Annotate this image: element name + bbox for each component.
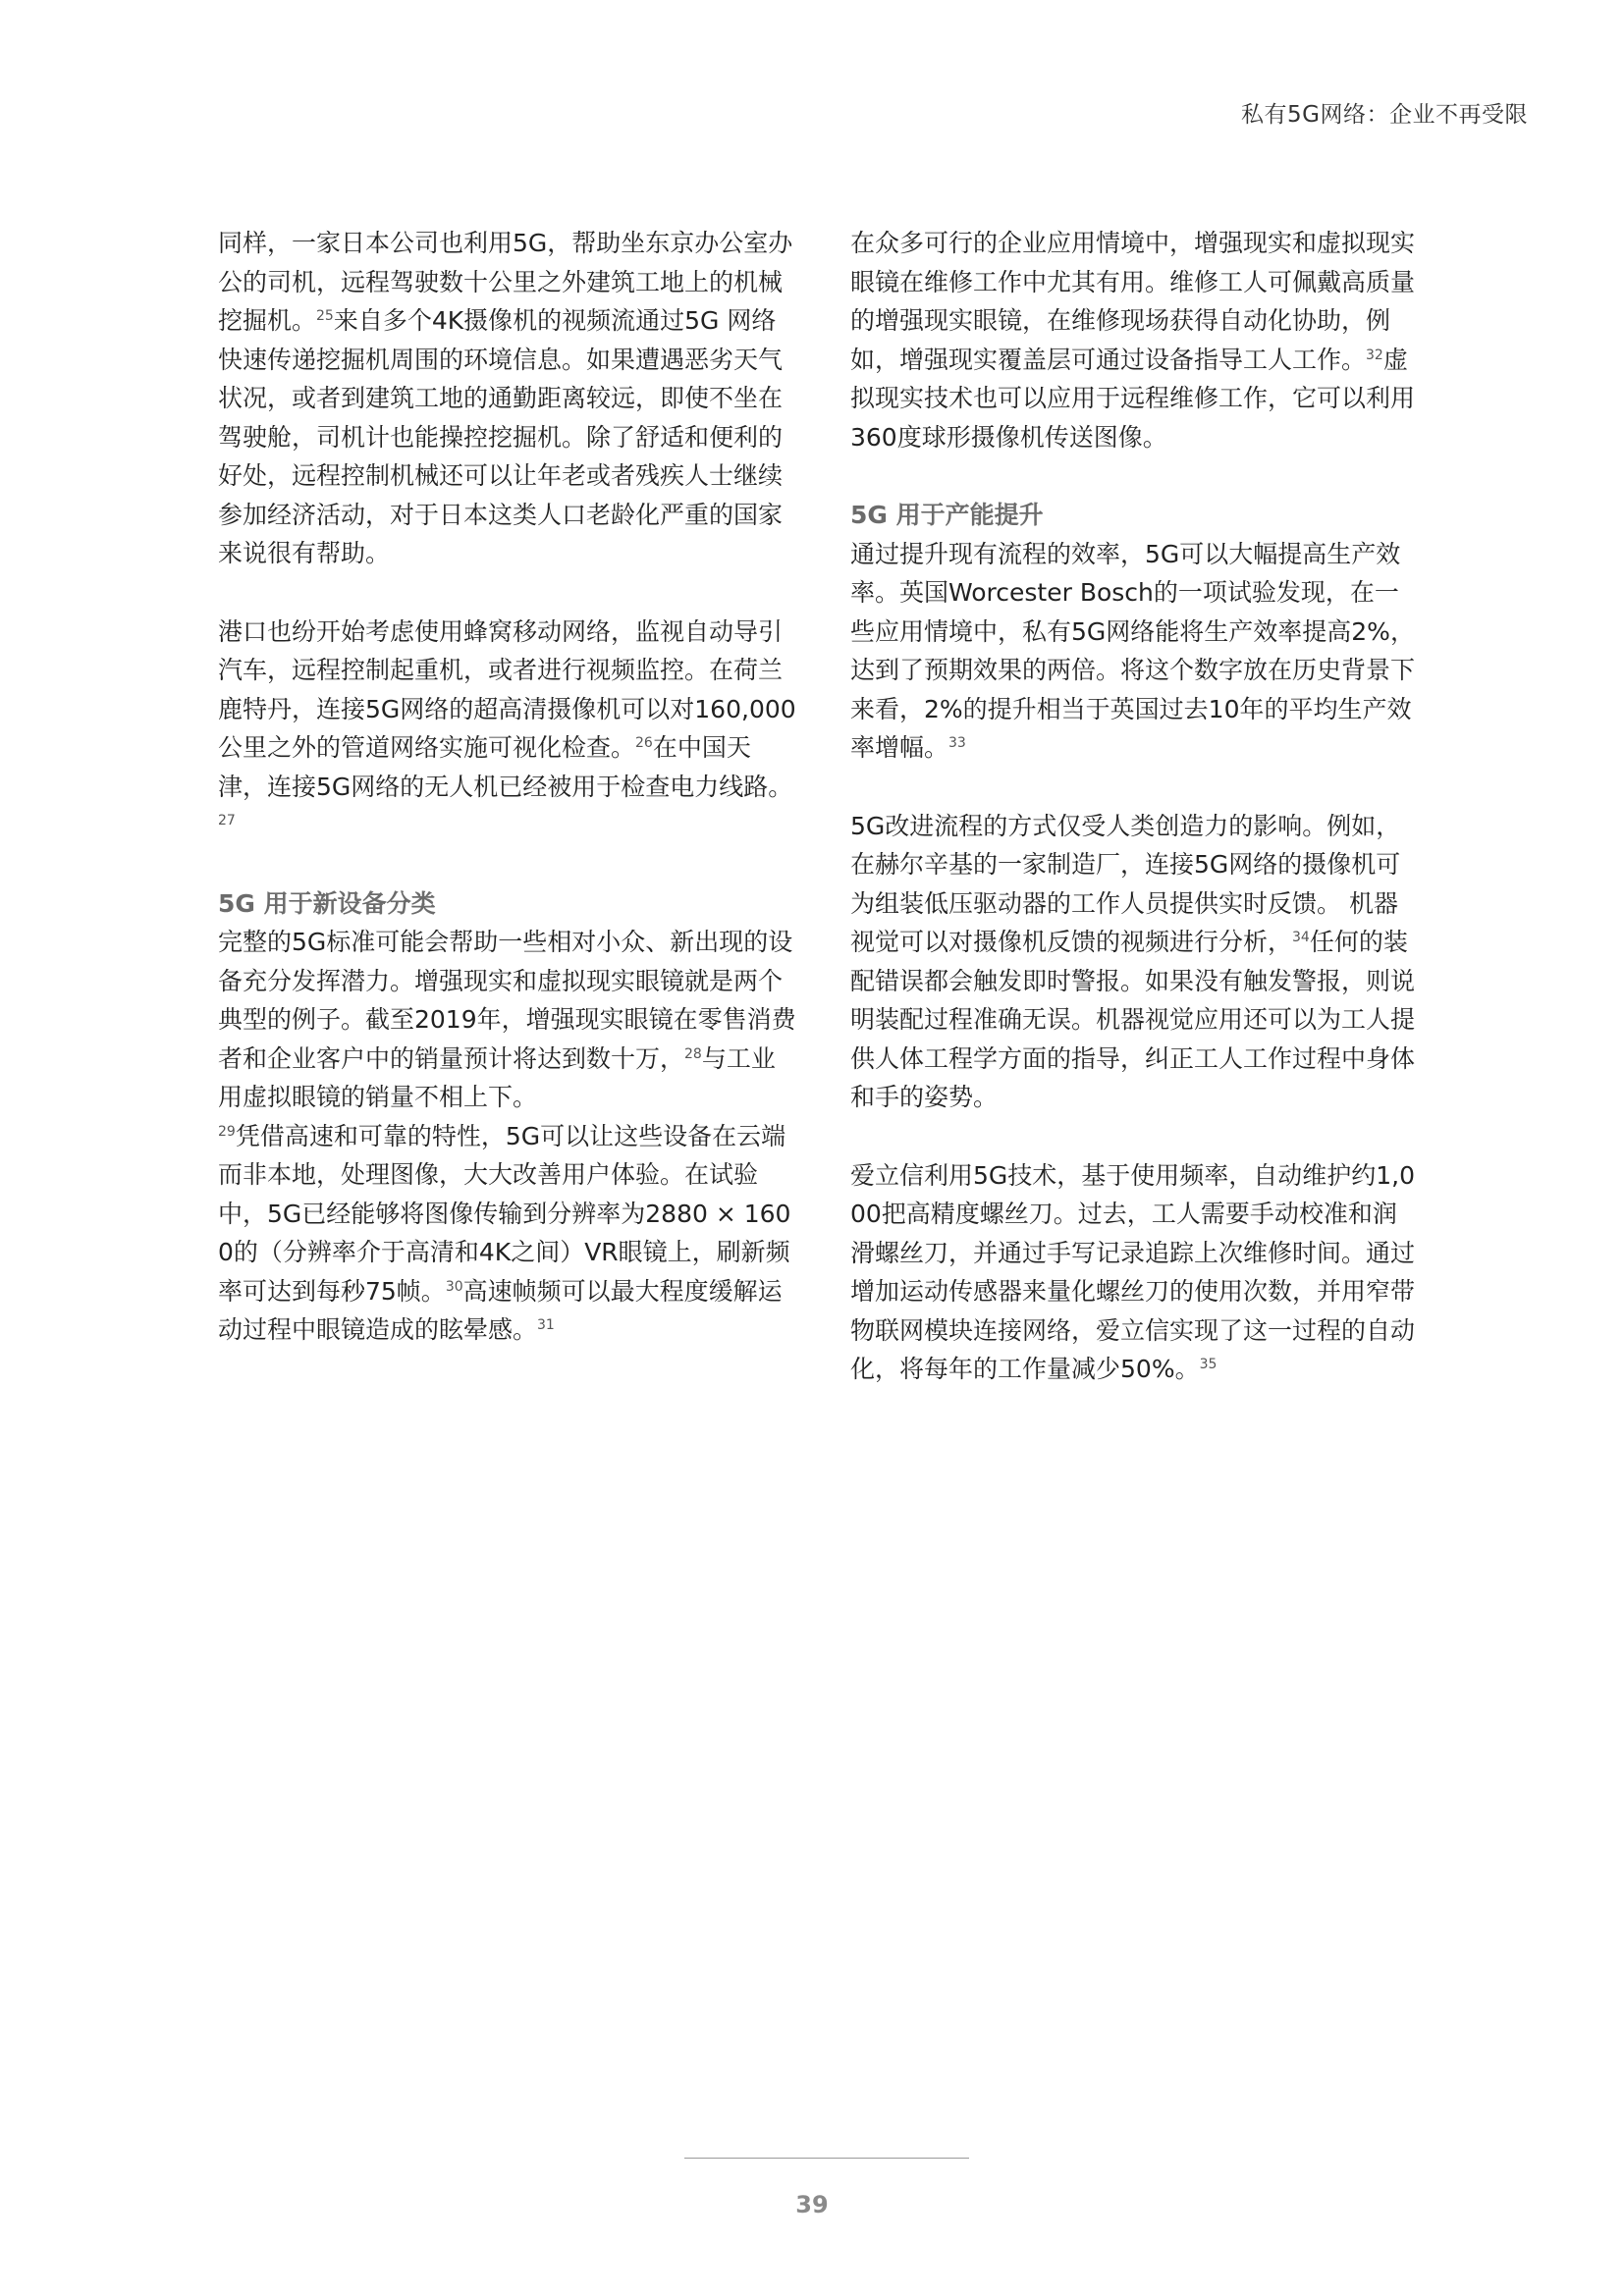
footnote-ref[interactable]: 29	[218, 1123, 236, 1140]
paragraph-maintenance-ar: 在众多可行的企业应用情境中，增强现实和虚拟现实眼镜在维修工作中尤其有用。维修工人可佩戴高质量的增强现实眼镜，在维修现场获得自动化协助，例如，增强现实覆盖层可通过设备指导工人工作。$^{32}$虚拟现实技术也可以应用于远程维修工作，它可以利用360度球形摄像机传送图像。	[850, 229, 1416, 452]
running-header: 私有5G网络：企业不再受限	[1241, 102, 1528, 128]
paragraph-worcester-bosch: 通过提升现有流程的效率，5G可以大幅提高生产效率。英国Worcester Bosch的一项试验发现，在一些应用情境中，私有5G网络能将生产效率提高2%，达到了预期效果的两倍。将这个数字放在历史背景下来看，2%的提升相当于英国过去10年的平均生产效率增幅。$^{33}$	[850, 539, 1416, 762]
footnote-ref[interactable]: 32	[1366, 347, 1383, 363]
page-number: 39	[795, 2191, 829, 2218]
footnote-ref[interactable]: 30	[445, 1278, 463, 1295]
left-column	[218, 224, 797, 1389]
footnote-ref[interactable]: 35	[1199, 1357, 1218, 1372]
footer-divider	[684, 2158, 969, 2159]
footnote-ref[interactable]: 27	[218, 813, 236, 828]
footnote-ref[interactable]: 33	[948, 735, 966, 751]
paragraph-ports: 港口也纷开始考虑使用蜂窝移动网络，监视自动导引汽车，远程控制起重机，或者进行视频监控。在荷兰鹿特丹，连接5G网络的超高清摄像机可以对160,000公里之外的管道网络实施可视化检查。$^{26}$在中国天津，连接5G网络的无人机已经被用于检查电力线路。$^{27}$	[218, 616, 796, 828]
paragraph-remote-excavator: 同样，一家日本公司也利用5G，帮助坐东京办公室办公的司机，远程驾驶数十公里之外建筑工地上的机械挖掘机。$^{25}$来自多个4K摄像机的视频流通过5G 网络快速传递挖掘机周围的环境信息。如果遭遇恶劣天气状况，或者到建筑工地的通勤距离较远，即使不坐在驾驶舱，司机计也能操控挖掘机。除了舒适和便利的好处，远程控制机械还可以让年老或者残疾人士继续参加经济活动，对于日本这类人口老龄化严重的国家来说很有帮助。	[218, 229, 793, 567]
paragraph-ericsson-screwdrivers: 爱立信利用5G技术，基于使用频率，自动维护约1,000把高精度螺丝刀。过去，工人需要手动校准和润滑螺丝刀，并通过手写记录追踪上次维修时间。通过增加运动传感器来量化螺丝刀的使用次数，并用窄带物联网模块连接网络，爱立信实现了这一过程的自动化，将每年的工作量减少50%。$^{35}$	[850, 1160, 1416, 1383]
footnote-ref[interactable]: 26	[635, 735, 653, 751]
footnote-ref[interactable]: 34	[1292, 930, 1310, 945]
footnote-ref[interactable]: 25	[316, 308, 334, 324]
footnote-ref[interactable]: 31	[537, 1317, 555, 1333]
paragraph-ar-vr-devices: 完整的5G标准可能会帮助一些相对小众、新出现的设备充分发挥潜力。增强现实和虚拟现实眼镜就是两个典型的例子。截至2019年，增强现实眼镜在零售消费者和企业客户中的销量预计将达到数十万，$^{28}$与工业用虚拟眼镜的销量不相上下。 $^{29}$凭借高速和可靠的特性，5G可以让这些设备在云端而非本地，处理图像，大大改善用户体验。在试验中，5G已经能够将图像传输到分辨率为2880 × 1600的（分辨率介于高清和4K之间）VR眼镜上，刷新频率可达到每秒75帧。$^{30}$高速帧频可以最大程度缓解运动过程中眼镜造成的眩晕感。$^{31}$	[218, 928, 796, 1344]
right-column	[850, 224, 1420, 1428]
section-heading-productivity: 5G 用于产能提升	[850, 501, 1044, 529]
section-heading-new-devices: 5G 用于新设备分类	[218, 888, 436, 918]
footnote-ref[interactable]: 28	[684, 1045, 702, 1062]
paragraph-machine-vision: 5G改进流程的方式仅受人类创造力的影响。例如，在赫尔辛基的一家制造厂，连接5G网络的摄像机可为组装低压驱动器的工作人员提供实时反馈。 机器视觉可以对摄像机反馈的视频进行分析，$^{34}$任何的装配错误都会触发即时警报。如果没有触发警报，则说明装配过程准确无误。机器视觉应用还可以为工人提供人体工程学方面的指导，纠正工人工作过程中身体和手的姿势。	[850, 811, 1416, 1111]
